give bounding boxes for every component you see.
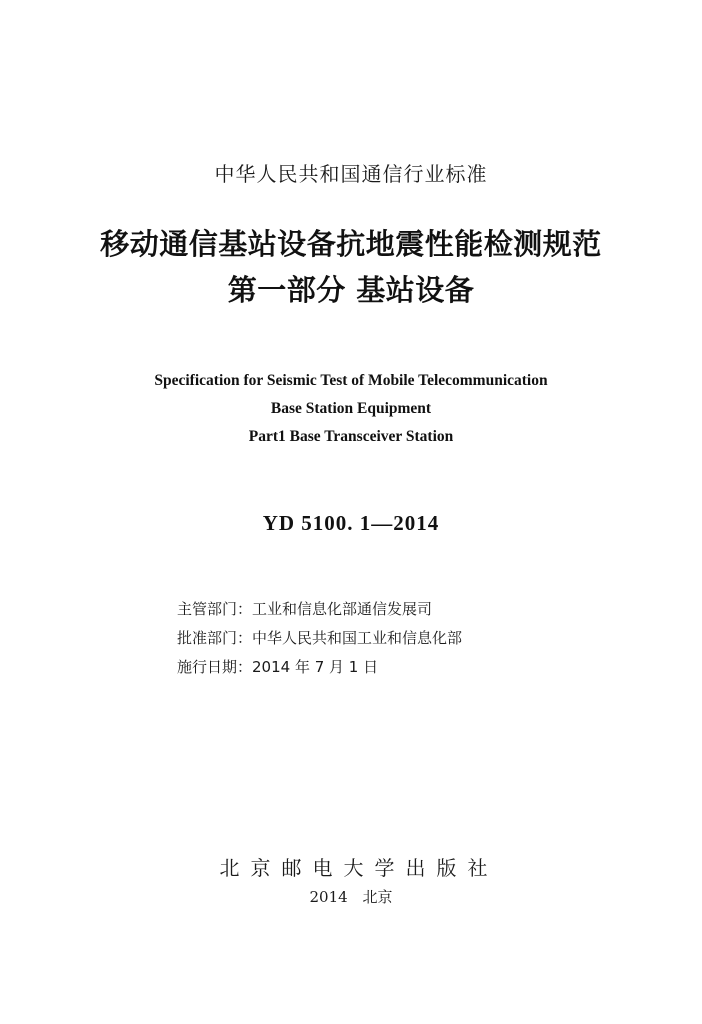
title-english-line-1: Specification for Seismic Test of Mobile Telecommunication [154,372,548,389]
publisher-name: 北京邮电大学出版社 [219,856,499,880]
supervising-department: 主管部门：工业和信息化部通信发展司 [177,600,433,618]
title-english-line-3: Part1 Base Transceiver Station [248,428,454,445]
publication-year-place: 2014 北京 [309,888,393,906]
standard-code: YD 5100. 1—2014 [262,511,440,535]
approving-department: 批准部门：中华人民共和国工业和信息化部 [177,629,463,647]
title-chinese-part: 第一部分 基站设备 [227,273,475,307]
effective-date: 施行日期：2014 年 7 月 1 日 [177,658,379,676]
standard-category-line: 中华人民共和国通信行业标准 [214,162,488,186]
title-chinese-main: 移动通信基站设备抗地震性能检测规范 [100,227,602,261]
title-english-line-2: Base Station Equipment [270,400,432,417]
